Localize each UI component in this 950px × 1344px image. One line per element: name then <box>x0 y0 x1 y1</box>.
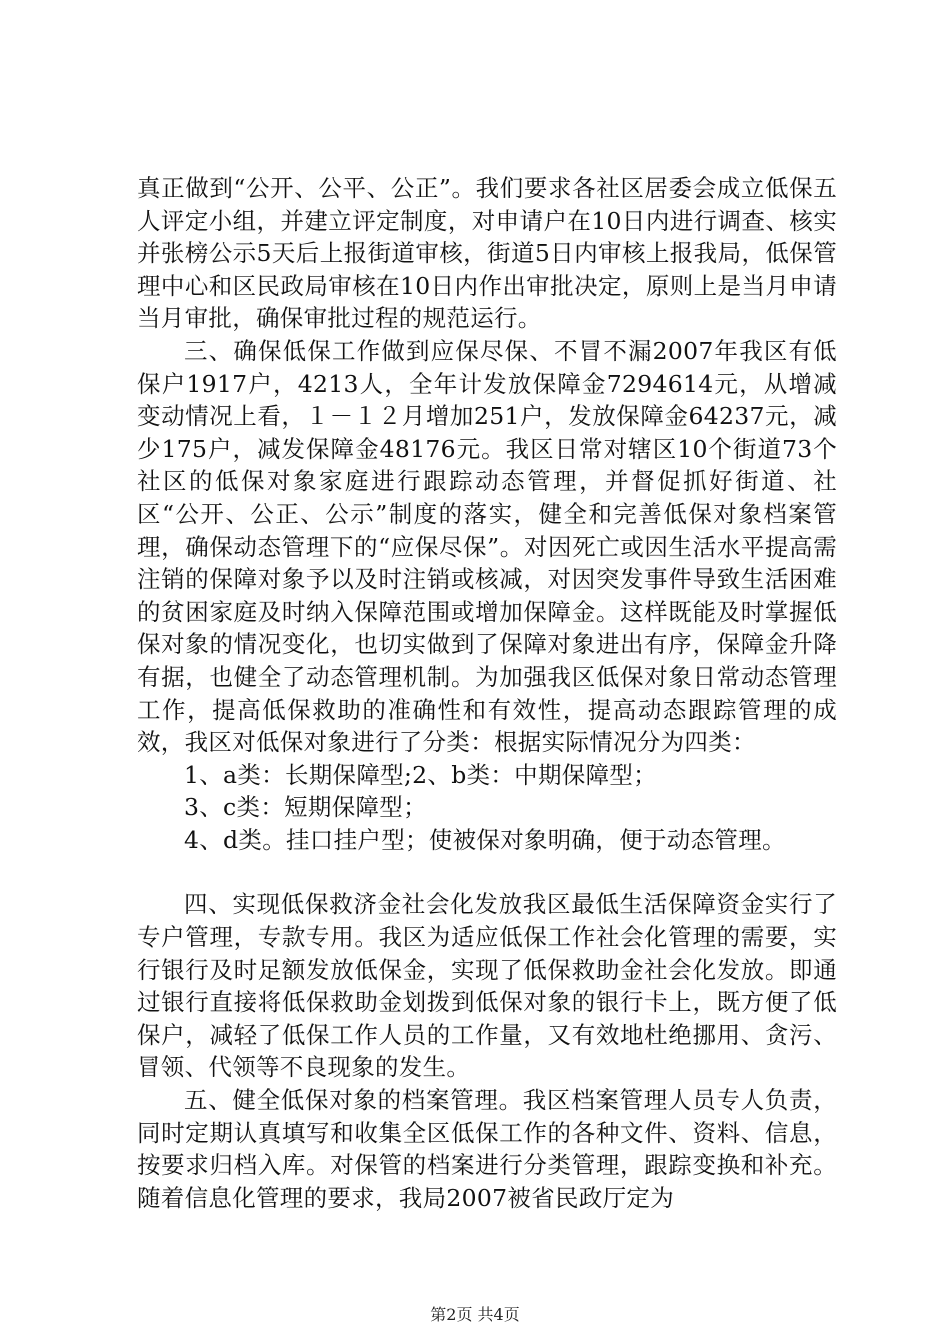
paragraph-review-process: 真正做到“公开、公平、公正”。我们要求各社区居委会成立低保五人评定小组，并建立评定制度，对申请户在10日内进行调查、核实并张榜公示5天后上报街道审核，街道5日内审核上报我局，低保管理中心和区民政局审核在10日内作出审批决定，原则上是当月申请当月审批，确保审批过程的规范运行。 <box>137 174 837 333</box>
list-item-c: 3、c类：短期保障型； <box>184 793 427 822</box>
paragraph-section-four: 四、实现低保救济金社会化发放我区最低生活保障资金实行了专户管理，专款专用。我区为适应低保工作社会化管理的需要，实行银行及时足额发放低保金，实现了低保救助金社会化发放。即通过银行直接将低保救助金划拨到低保对象的银行卡上，既方便了低保户，减轻了低保工作人员的工作量，又有效地杜绝挪用、贪污、冒领、代领等不良现象的发生。 <box>137 890 837 1082</box>
paragraph-gap <box>137 856 837 888</box>
list-item-ab: 1、a类：长期保障型;2、b类：中期保障型； <box>184 760 657 789</box>
page-footer: 第2页 共4页 <box>430 1305 520 1324</box>
list-item-d: 4、d类。挂口挂户型；使被保对象明确，便于动态管理。 <box>184 825 786 854</box>
document-body <box>137 172 837 1214</box>
paragraph-section-three: 三、确保低保工作做到应保尽保、不冒不漏2007年我区有低保户1917户，4213人，全年计发放保障金7294614元，从增减变动情况上看，１－１２月增加251户，发放保障金64237元，减少175户，减发保障金48176元。我区日常对辖区10个街道73个社区的低保对象家庭进行跟踪动态管理，并督促抓好街道、社区“公开、公正、公示”制度的落实，健全和完善低保对象档案管理，确保动态管理下的“应保尽保”。对因死亡或因生活水平提高需注销的保障对象予以及时注销或核减，对因突发事件导致生活困难的贫困家庭及时纳入保障范围或增加保障金。这样既能及时掌握低保对象的情况变化，也切实做到了保障对象进出有序，保障金升降有据，也健全了动态管理机制。为加强我区低保对象日常动态管理工作，提高低保救助的准确性和有效性，提高动态跟踪管理的成效，我区对低保对象进行了分类：根据实际情况分为四类： <box>137 336 837 757</box>
paragraph-section-five: 五、健全低保对象的档案管理。我区档案管理人员专人负责，同时定期认真填写和收集全区低保工作的各种文件、资料、信息，按要求归档入库。对保管的档案进行分类管理，跟踪变换和补充。随着信息化管理的要求，我局2007被省民政厅定为 <box>137 1086 837 1212</box>
